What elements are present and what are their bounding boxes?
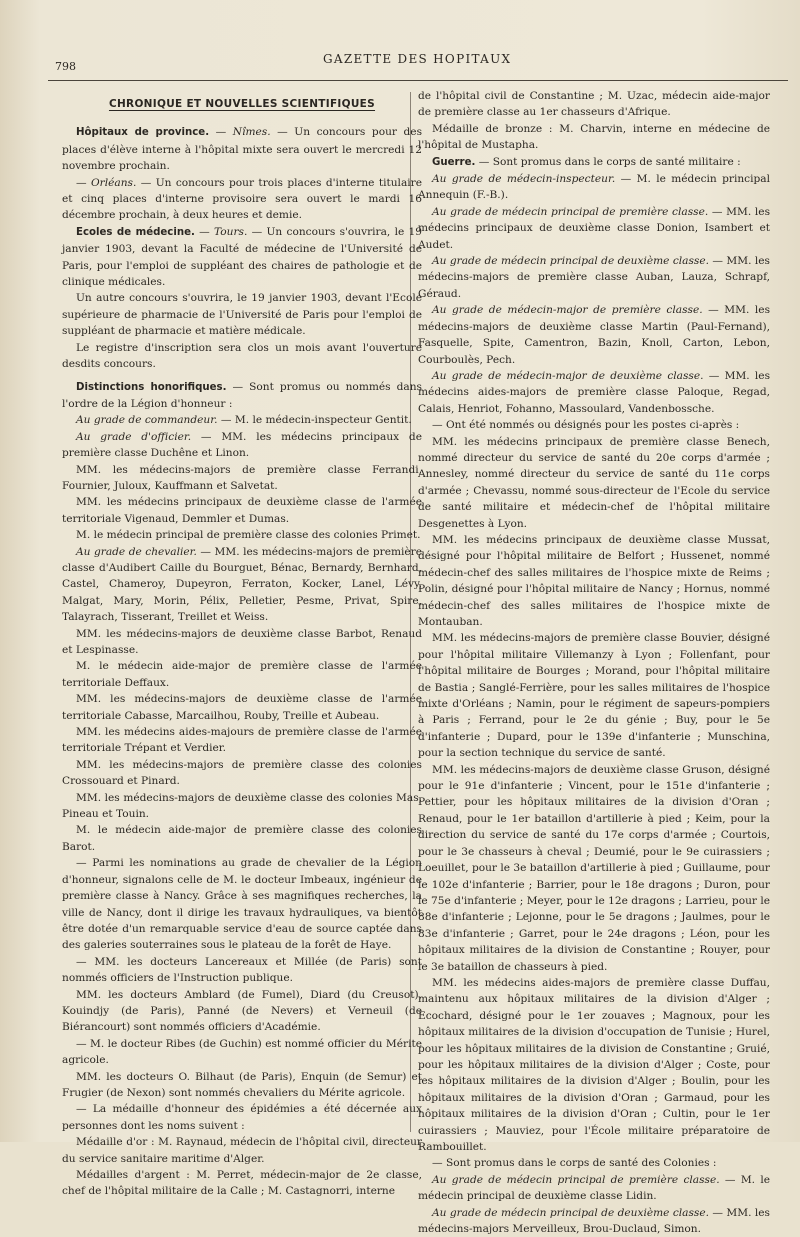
paragraph: — Sont promus dans le corps de santé des Colonies : — [432, 1157, 717, 1170]
paragraph-text: — M. le médecin principal Annequin (F.-B.). — [418, 173, 770, 202]
paragraph-heading: Distinctions honorifiques. — [76, 381, 227, 393]
paragraph — [418, 368, 770, 417]
paragraph-text: — MM. les médecins-majors Merveilleux, Brou-Duclaud, Simon. — [418, 1206, 770, 1236]
paragraph-text: — Sont promus dans le corps de santé militaire : — [475, 155, 741, 168]
paragraph-heading: Hôpitaux de province. — [76, 127, 210, 139]
paragraph: Médailles d'argent : M. Perret, médecin-major de 2e classe, chef de l'hôpital militaire de la Calle ; M. Castagnorri, interne — [62, 1169, 422, 1198]
paragraph-text: — MM. les médecins principaux de deuxième classe Donion, Isambert et Audet. — [418, 205, 771, 251]
paragraph: MM. les médecins-majors de deuxième classe Barbot, Renaud et Lespinasse. — [62, 627, 422, 656]
paragraph-text: — MM. les médecins-majors de première classe d'Audibert Caille du Bourguet, Bénac, Bernardy, Bernhard, Castel, Chameroy, Dupeyron, Ferraton, Kocker, Lanel, Lévy, Malgat, Mary, Morin, Pélix, Pelletier, Pesme, Privat, Spire, Talayrach, Tisserant, Treillet et Weiss. — [62, 545, 422, 624]
paragraph: — Ont été nommés ou désignés pour les postes ci-après : — [432, 419, 740, 432]
paragraph — [418, 1205, 770, 1237]
paragraph: MM. les médecins principaux de deuxième classe Mussat, désigné pour l'hôpital militaire de Belfort ; Hussenet, nommé médecin-chef des salles militaires de l'hospice mixte de Reims ; Polin, désigné pour l'hôpital militaire de Nancy ; Hornus, nommé médecin-chef des salles militaires de l'hospice mixte de Montauban. — [418, 533, 770, 628]
grade-label: Au grade de médecin principal de deuxième classe. — [432, 1206, 710, 1219]
paragraph — [418, 204, 770, 253]
paragraph: MM. les médecins-majors de deuxième classe des colonies Mas, Pineau et Touin. — [62, 791, 422, 821]
grade-label: Au grade de médecin-inspecteur. — [432, 173, 616, 186]
paragraph — [418, 154, 770, 171]
paragraph — [418, 253, 770, 302]
paragraph: — La médaille d'honneur des épidémies a été décernée aux personnes dont les noms suivent : — [62, 1103, 422, 1132]
paragraph-text: — Un concours pour des places d'élève interne à l'hôpital mixte sera ouvert le mercredi 12 novembre prochain. — [62, 126, 422, 173]
paragraph: — Orléans. — Un concours pour trois places d'interne titulaire et cinq places d'interne provisoire sera ouvert le mardi 16 décembre prochain, à deux heures et demie. — [62, 176, 422, 222]
paragraph-text: — MM. les médecins principaux de première classe Duchêne et Linon. — [62, 430, 422, 460]
city-name: Orléans. — [90, 176, 137, 189]
paragraph-text: — M. le médecin-inspecteur Gentit. — [217, 414, 412, 427]
paragraph: MM. les médecins-majors de première classe Ferrandi, Fournier, Juloux, Kauffmann et Salvetat. — [62, 463, 422, 492]
paragraph: — MM. les docteurs Lancereaux et Millée (de Paris) sont nommés officiers de l'Instruction publique. — [62, 955, 422, 985]
grade-label: Au grade de chevalier. — [76, 545, 197, 558]
paragraph: MM. les médecins-majors de deuxième classe de l'armée territoriale Cabasse, Marcailhou, Rouby, Treille et Aubeau. — [62, 693, 422, 722]
paragraph-text: — MM. les médecins-majors de première classe Auban, Lauza, Schrapf, Géraud. — [418, 255, 770, 300]
paragraph-text: — Un concours s'ouvrira, le 19 janvier 1903, devant la Faculté de médecine de l'Université de Paris, pour l'emploi de suppléant des chaires de pathologie et de clinique médicales. — [62, 225, 422, 289]
paragraph: Médaille d'or : M. Raynaud, médecin de l'hôpital civil, directeur du service sanitaire maritime d'Alger. — [62, 1136, 422, 1165]
page-header — [48, 50, 788, 81]
paragraph: MM. les médecins-majors de première classe Bouvier, désigné pour l'hôpital militaire Villemanzy à Lyon ; Follenfant, pour l'hôpital militaire de Bourges ; Morand, pour l'hôpital militaire de Bastia ; Sanglé-Ferrière, pour les salles militaires de l'hospice mixte d'Orléans ; Namin, pour le régiment de sapeurs-pompiers à Paris ; Ferrand, pour le 2e du génie ; Buy, pour le 5e d'infanterie ; Dupard, pour le 139e d'infanterie ; Munschina, pour la section technique du service de santé. — [418, 632, 770, 760]
paragraph — [62, 429, 422, 462]
grade-label: Au grade de médecin principal de première classe. — [432, 1173, 720, 1186]
grade-label: Au grade de médecin-major de deuxième classe. — [432, 369, 704, 382]
paragraph: Ecoles de médecine. — Tours. — Un concours s'ouvrira, le 19 janvier 1903, devant la Faculté de médecine de l'Université de Paris, pour l'emploi de suppléant des chaires de pathologie et de clinique médicales. — [62, 225, 422, 289]
paragraph: MM. les médecins-majors de première classe des colonies Crossouard et Pinard. — [62, 758, 422, 788]
left-column — [62, 92, 422, 1200]
paragraph: M. le médecin aide-major de première classe de l'armée territoriale Deffaux. — [62, 660, 422, 689]
paragraph: MM. les docteurs O. Bilhaut (de Paris), Enquin (de Semur) et Frugier (de Nexon) sont nommés chevaliers du Mérite agricole. — [62, 1070, 422, 1099]
running-title: GAZETTE DES HOPITAUX — [323, 52, 512, 66]
grade-label: Au grade de médecin principal de première classe. — [432, 205, 709, 218]
paragraph: MM. les médecins aides-majors de première classe Duffau, maintenu aux hôpitaux militaires de la division d'Alger ; Ecochard, désigné pour le 1er zouaves ; Magnoux, pour les hôpitaux militaires de la division d'occupation de Tunisie ; Hurel, pour les hôpitaux militaires de la division de Constantine ; Gruié, pour les hôpitaux militaires de la division d'Alger ; Coste, pour les hôpitaux militaires de la division d'Alger ; Boulin, pour les hôpitaux militaires de la division d'Oran ; Garmaud, pour les hôpitaux militaires de la division d'Oran ; Cultin, pour le 1er cuirassiers ; Mauviez, pour l'École militaire préparatoire de Rambouillet. — [418, 976, 770, 1153]
paragraph-text: — M. le médecin principal de deuxième classe Lidin. — [418, 1173, 770, 1203]
paragraph: MM. les médecins-majors de deuxième classe Gruson, désigné pour le 91e d'infanterie ; Vincent, pour le 151e d'infanterie ; Pettier, pour les hôpitaux militaires de la division d'Oran ; Renaud, pour le 1er bataillon d'artillerie à pied ; Keim, pour la direction du service de santé du 17e corps d'armée ; Courtois, pour le 3e chasseurs à cheval ; Deumié, pour le 9e cuirassiers ; Loeuillet, pour le 3e bataillon d'artillerie à pied ; Guillaume, pour le 102e d'infanterie ; Barrier, pour le 18e dragons ; Duron, pour le 75e d'infanterie ; Meyer, pour le 12e dragons ; Larrieu, pour le 88e d'infanterie ; Lejonne, pour le 5e dragons ; Jaulmes, pour le 83e d'infanterie ; Garret, pour le 24e dragons ; Léon, pour les hôpitaux militaires de la division de Constantine ; Rouyer, pour le 3e bataillon de chasseurs à pied. — [418, 763, 770, 973]
paragraph: MM. les médecins principaux de deuxième classe de l'armée territoriale Vigenaud, Demmler et Dumas. — [62, 496, 422, 525]
paragraph: Hôpitaux de province. — Nîmes. — Un concours pour des places d'élève interne à l'hôpital mixte sera ouvert le mercredi 12 novembre prochain. — [62, 126, 422, 173]
paragraph — [62, 379, 422, 413]
section-title: CHRONIQUE ET NOUVELLES SCIENTIFIQUES — [108, 98, 376, 110]
grade-label: Au grade de médecin-major de première classe. — [432, 304, 703, 317]
paragraph: — Parmi les nominations au grade de chevalier de la Légion d'honneur, signalons celle de M. le docteur Imbeaux, ingénieur de première classe à Nancy. Grâce à ses magnifiques recherches, la ville de Nancy, dont il dirige les travaux hydrauliques, va bientôt être dotée d'un remarquable service d'eau de source captée dans des galeries souterraines sous le plateau de la forêt de Haye. — [62, 857, 422, 952]
paragraph — [62, 544, 422, 626]
grade-label: Au grade de médecin principal de deuxième classe. — [432, 255, 710, 268]
paragraph — [418, 1172, 770, 1205]
city-name: Nîmes. — [232, 126, 271, 139]
paragraph: M. le médecin aide-major de première classe des colonies Barot. — [62, 824, 422, 853]
paragraph: M. le médecin principal de première classe des colonies Primet. — [76, 529, 421, 542]
paragraph — [62, 412, 422, 428]
paragraph: — M. le docteur Ribes (de Guchin) est nommé officier du Mérite agricole. — [62, 1037, 422, 1067]
paragraph: Le registre d'inscription sera clos un mois avant l'ouverture desdits concours. — [62, 341, 422, 371]
paragraph — [418, 302, 770, 368]
paragraph-text: — Sont promus ou nommés dans l'ordre de la Légion d'honneur : — [62, 380, 422, 410]
grade-label: Au grade de commandeur. — [76, 414, 218, 427]
right-column — [418, 88, 770, 1237]
paragraph: MM. les médecins aides-majours de première classe de l'armée territoriale Trépant et Verdier. — [62, 726, 422, 755]
paragraph-text: — MM. les médecins aides-majors de première classe Paloque, Regad, Calais, Henriot, Fohanno, Massoulard, Vandenbossche. — [418, 369, 771, 415]
paragraph-heading: Guerre. — [432, 156, 476, 168]
paragraph-text: — MM. les médecins-majors de deuxième classe Martin (Paul-Fernand), Fasquelle, Spite, Camentron, Bazin, Knoll, Carton, Lebon, Courboulès, Pech. — [418, 304, 771, 366]
paragraph — [418, 171, 770, 204]
city-name: Tours. — [214, 225, 248, 238]
paragraph-text: — Un concours pour trois places d'interne titulaire et cinq places d'interne provisoire sera ouvert le mardi 16 décembre prochain, à deux heures et demie. — [62, 176, 422, 222]
grade-label: Au grade d'officier. — [76, 430, 192, 443]
paragraph-heading: Ecoles de médecine. — [76, 226, 195, 238]
page-number: 798 — [55, 60, 76, 73]
paragraph: MM. les docteurs Amblard (de Fumel), Diard (du Creusot), Kouindjy (de Paris), Panné (de Nevers) et Verneuil (de Biérancourt) sont nommés officiers d'Académie. — [62, 988, 422, 1034]
paragraph: Médaille de bronze : M. Charvin, interne en médecine de l'hôpital de Mustapha. — [418, 122, 770, 152]
paragraph: Un autre concours s'ouvrira, le 19 janvier 1903, devant l'Ecole supérieure de pharmacie de l'Université de Paris pour l'emploi de suppléant de pharmacie et matière médicale. — [62, 292, 422, 338]
paragraph: MM. les médecins principaux de première classe Benech, nommé directeur du service de santé du 20e corps d'armée ; Annesley, nommé directeur du service de santé du 11e corps d'armée ; Chevassu, nommé sous-directeur de l'Ecole du service de santé militaire et médecin-chef de l'hôpital militaire Desgenettes à Lyon. — [418, 435, 770, 530]
paragraph: de l'hôpital civil de Constantine ; M. Uzac, médecin aide-major de première classe au 1er chasseurs d'Afrique. — [418, 90, 770, 119]
